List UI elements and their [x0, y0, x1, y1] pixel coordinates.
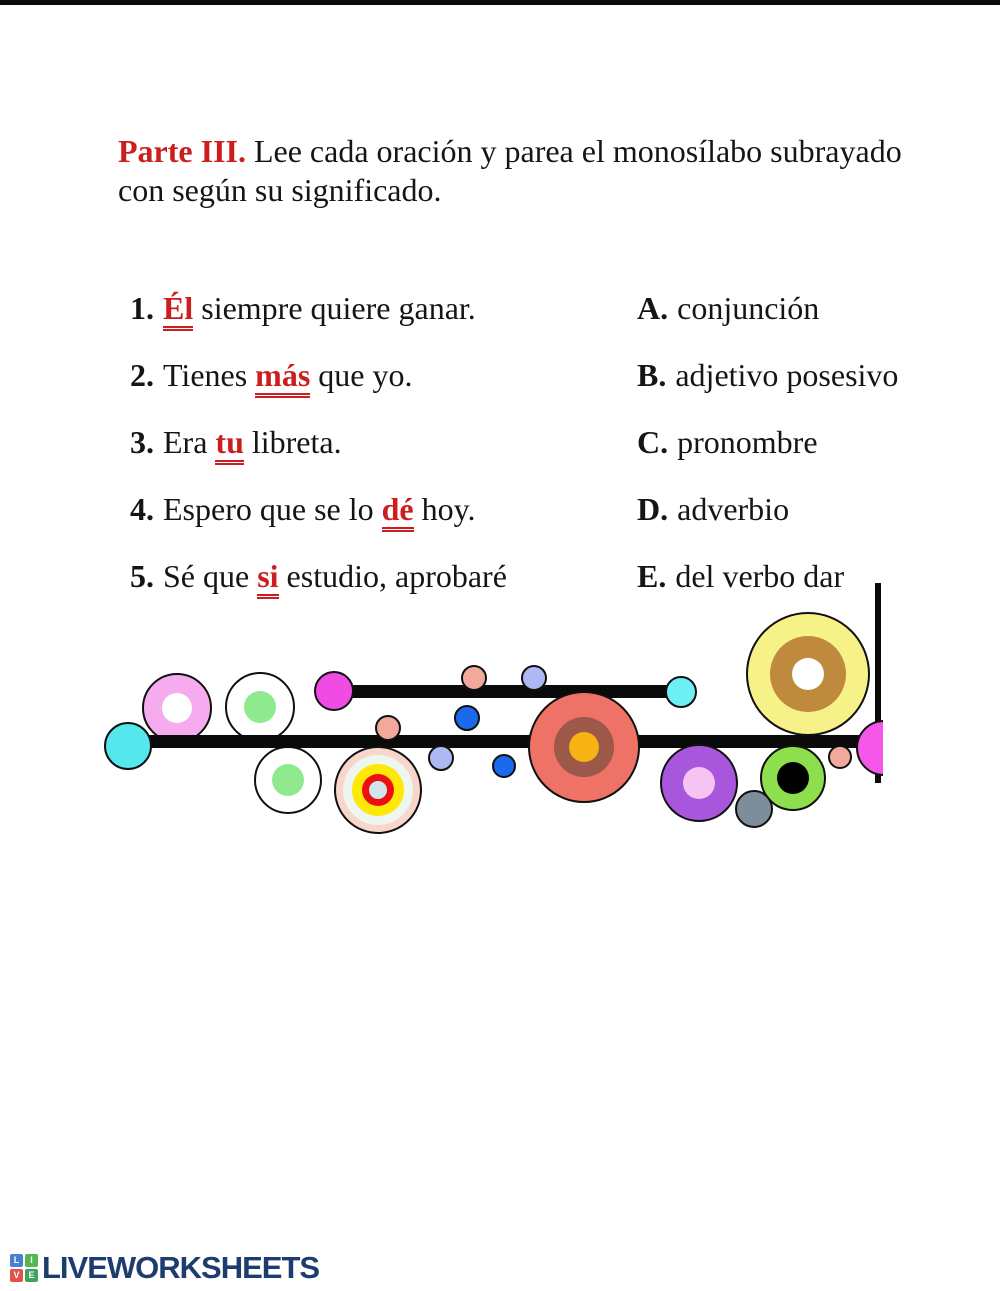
sentence-number: 2.: [130, 357, 154, 393]
yellow-circle-large-ring-2: [792, 658, 824, 690]
blue-dot-middle: [454, 705, 480, 731]
option-letter: E.: [637, 558, 667, 594]
sentence-text-pre: Era: [163, 424, 216, 460]
red-circle-large-ring-2: [569, 732, 599, 762]
sentence-4[interactable]: [130, 491, 476, 528]
brand-name[interactable]: LIVEWORKSHEETS: [42, 1250, 320, 1285]
underlined-monosyllable[interactable]: dé: [382, 491, 414, 532]
sentence-text-pre: Tienes: [163, 357, 256, 393]
sentence-number: 1.: [130, 290, 154, 326]
sentence-text-post: libreta.: [243, 424, 342, 460]
option-d[interactable]: [637, 491, 789, 528]
logo-cell-l: L: [10, 1254, 23, 1267]
salmon-dot-top: [461, 665, 487, 691]
option-b[interactable]: [637, 357, 898, 394]
sentence-number: 4.: [130, 491, 154, 527]
footer: [10, 1250, 319, 1286]
sentence-text-pre: Sé que: [163, 558, 258, 594]
option-letter: C.: [637, 424, 669, 460]
option-text: del verbo dar: [675, 558, 845, 594]
magenta-circle-right: [856, 720, 883, 776]
target-circle-ring-4: [369, 781, 387, 799]
periwinkle-dot-top: [521, 665, 547, 691]
lower-horizontal-line: [128, 735, 881, 748]
instructions: [118, 132, 908, 210]
sentence-number: 3.: [130, 424, 154, 460]
liveworksheets-logo-icon[interactable]: [10, 1254, 38, 1282]
underlined-monosyllable[interactable]: Él: [163, 290, 193, 331]
sentence-text-post: hoy.: [413, 491, 476, 527]
blue-dot-bottom: [492, 754, 516, 778]
magenta-circle-left: [314, 671, 354, 711]
green-circle-right-ring-1: [777, 762, 809, 794]
decorative-artwork: [0, 583, 883, 838]
upper-horizontal-line: [334, 685, 690, 698]
option-text: adjetivo posesivo: [675, 357, 899, 393]
salmon-dot-right: [828, 745, 852, 769]
sentence-1[interactable]: [130, 290, 476, 327]
logo-cell-e: E: [25, 1269, 38, 1282]
gray-circle: [735, 790, 773, 828]
option-letter: B.: [637, 357, 667, 393]
green-center-circle-bottom-ring-1: [272, 764, 304, 796]
green-center-circle-top-ring-1: [244, 691, 276, 723]
logo-cell-v: V: [10, 1269, 23, 1282]
cyan-circle-right: [665, 676, 697, 708]
option-c[interactable]: [637, 424, 818, 461]
underlined-monosyllable[interactable]: más: [255, 357, 310, 398]
option-text: conjunción: [677, 290, 820, 326]
periwinkle-dot-bottom: [428, 745, 454, 771]
sentence-number: 5.: [130, 558, 154, 594]
option-text: pronombre: [677, 424, 818, 460]
sentence-2[interactable]: [130, 357, 412, 394]
logo-cell-i: I: [25, 1254, 38, 1267]
cyan-circle-left: [104, 722, 152, 770]
pink-circle-ring-1: [162, 693, 192, 723]
section-label: Parte III.: [118, 133, 246, 169]
instructions-line2: con según su significado.: [118, 172, 442, 208]
sentence-text-post: que yo.: [310, 357, 413, 393]
sentence-text-post: estudio, aprobaré: [278, 558, 507, 594]
instructions-line1: Lee cada oración y parea el monosílabo subrayado: [245, 133, 902, 169]
option-text: adverbio: [677, 491, 790, 527]
option-letter: A.: [637, 290, 669, 326]
underlined-monosyllable[interactable]: tu: [215, 424, 243, 465]
sentence-text-pre: Espero que se lo: [163, 491, 382, 527]
sentence-3[interactable]: [130, 424, 342, 461]
underlined-monosyllable[interactable]: si: [257, 558, 278, 599]
option-letter: D.: [637, 491, 669, 527]
option-a[interactable]: [637, 290, 819, 327]
sentence-text-post: siempre quiere ganar.: [193, 290, 476, 326]
top-border: [0, 0, 1000, 5]
salmon-dot-middle: [375, 715, 401, 741]
purple-circle-ring-1: [683, 767, 715, 799]
